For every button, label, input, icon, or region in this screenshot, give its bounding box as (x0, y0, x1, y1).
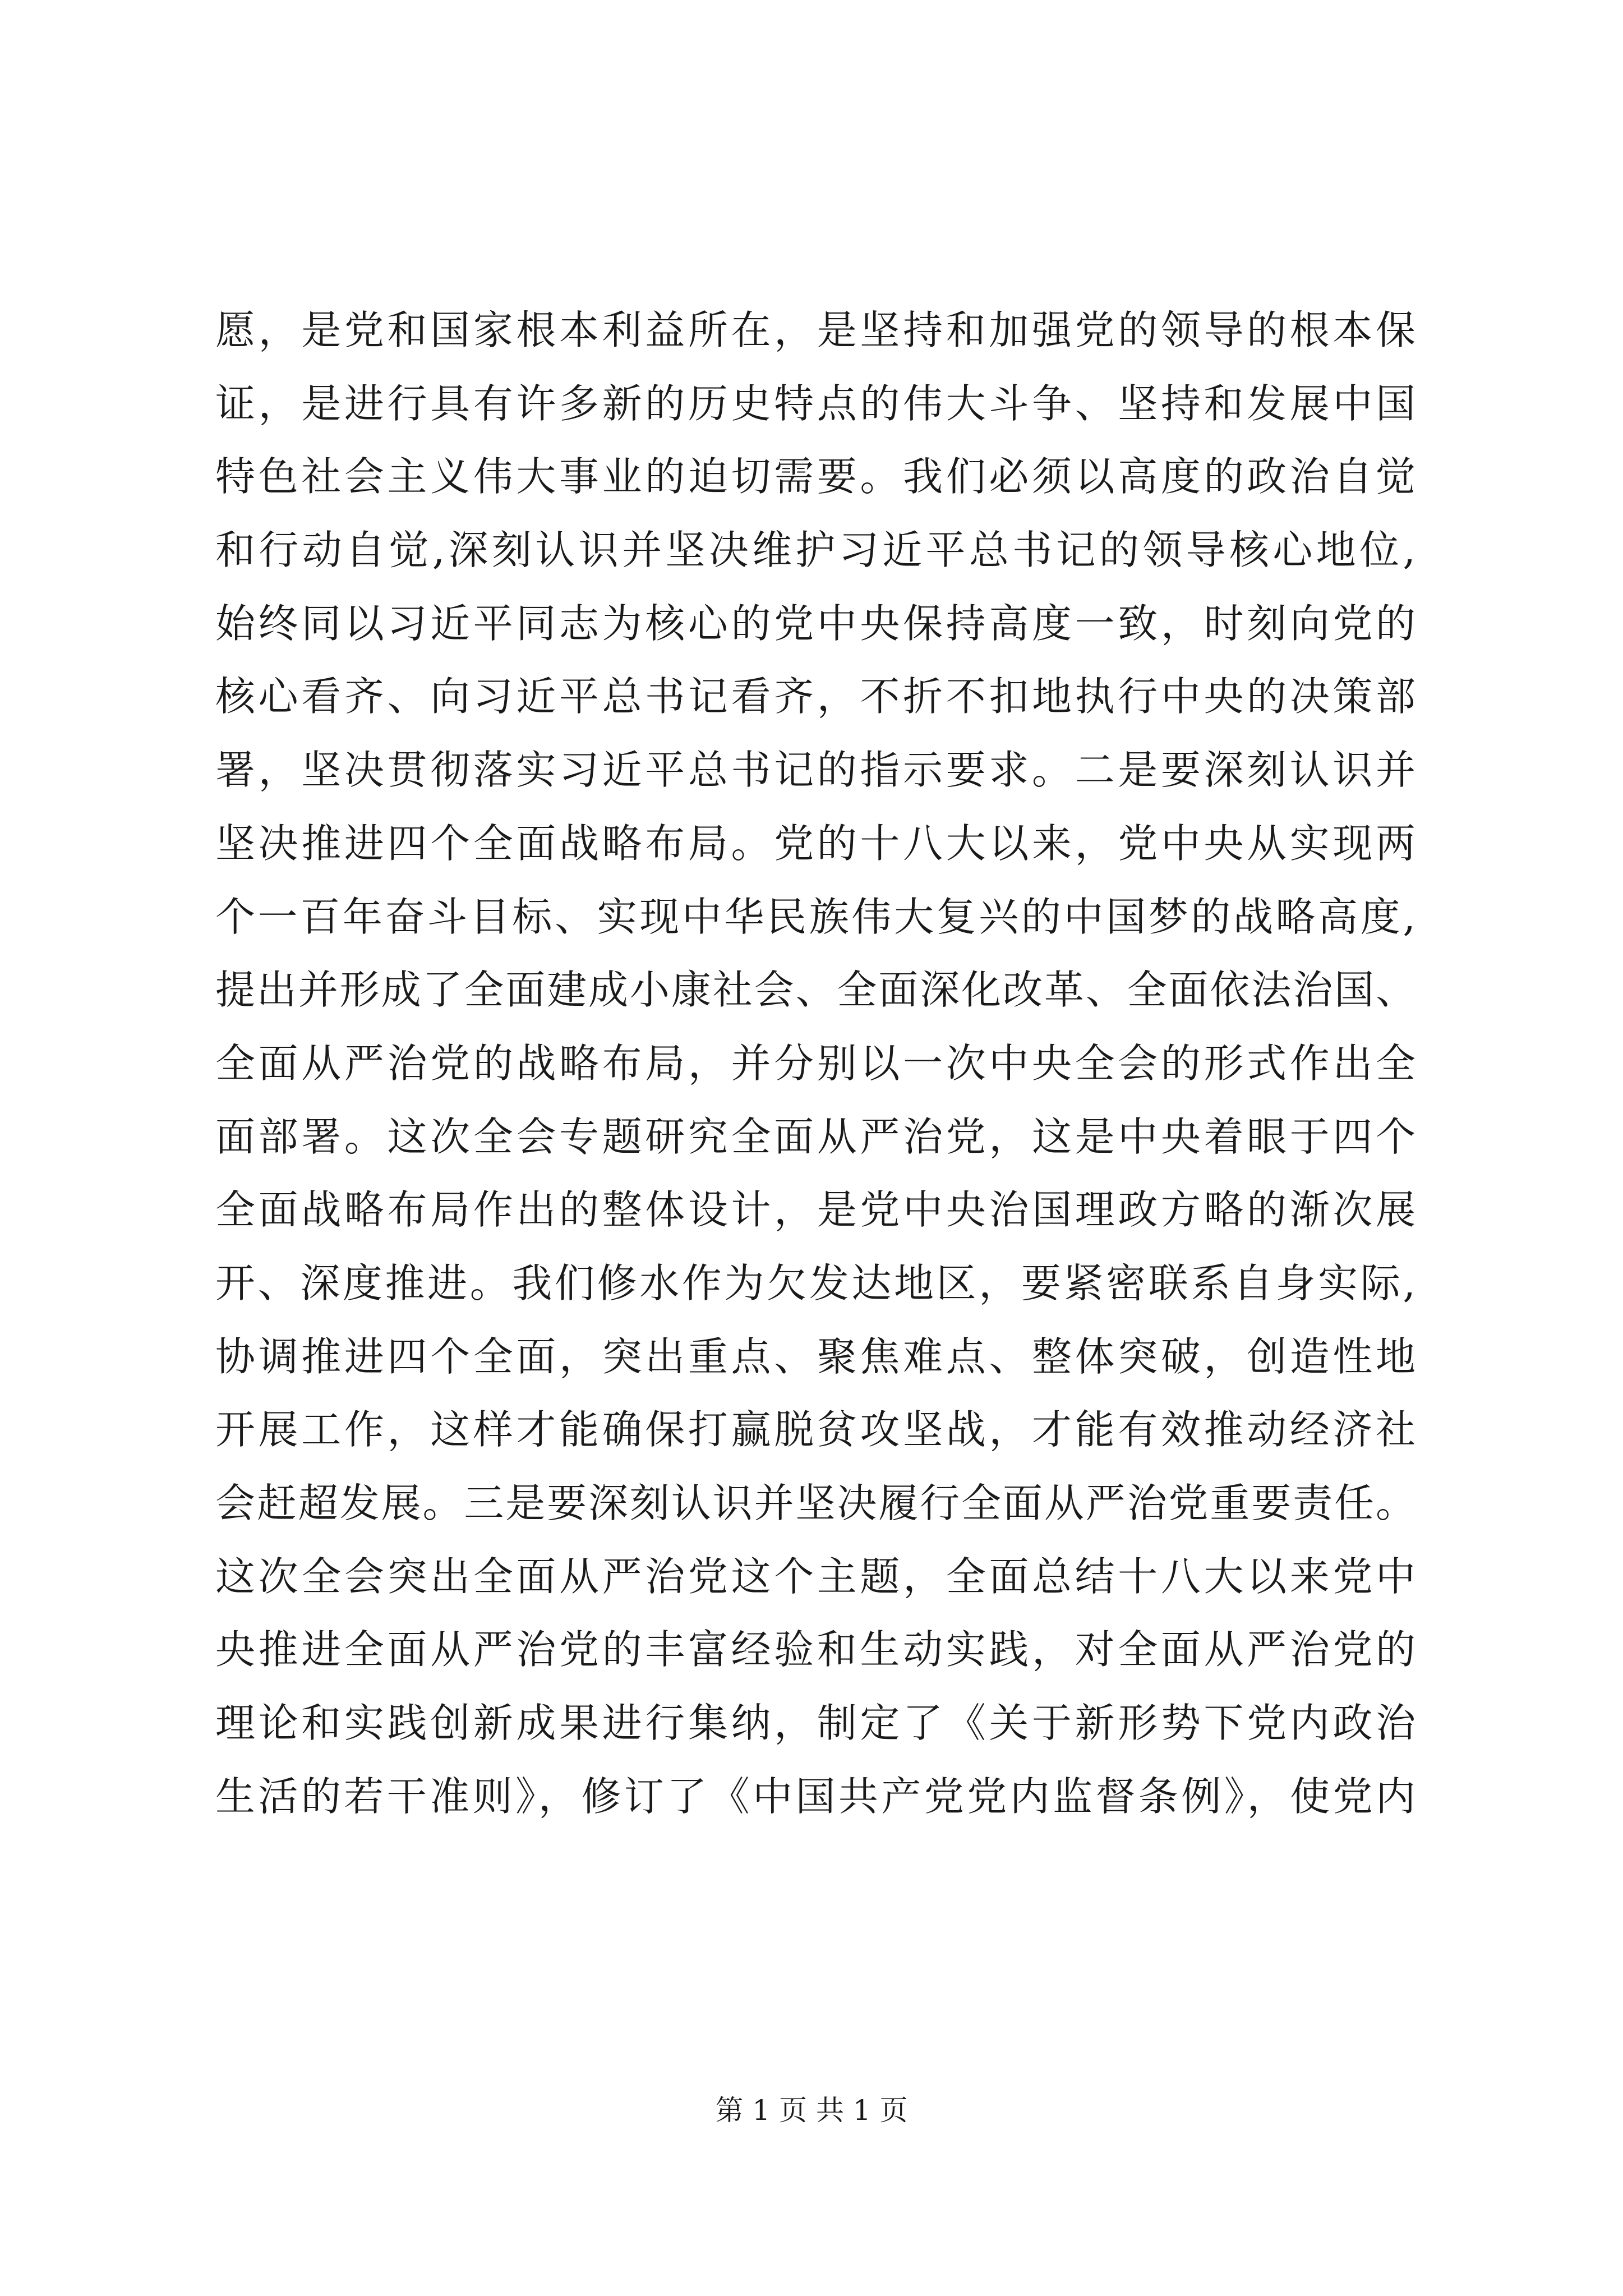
text-line: 个一百年奋斗目标、实现中华民族伟大复兴的中国梦的战略高度, (215, 893, 1415, 940)
text-line: 核心看齐、向习近平总书记看齐，不折不扣地执行中央的决策部 (215, 673, 1415, 720)
text-line: 生活的若干准则》，修订了《中国共产党党内监督条例》，使党内 (215, 1773, 1415, 1820)
text-line: 始终同以习近平同志为核心的党中央保持高度一致，时刻向党的 (215, 600, 1415, 647)
text-line: 会赶超发展。三是要深刻认识并坚决履行全面从严治党重要责任。 (215, 1480, 1415, 1526)
text-line: 这次全会突出全面从严治党这个主题，全面总结十八大以来党中 (215, 1553, 1415, 1600)
text-line: 全面从严治党的战略布局，并分别以一次中央全会的形式作出全 (215, 1039, 1415, 1087)
text-line: 和行动自觉,深刻认识并坚决维护习近平总书记的领导核心地位, (215, 527, 1415, 574)
text-line: 面部署。这次全会专题研究全面从严治党，这是中央着眼于四个 (215, 1113, 1415, 1160)
text-line: 证，是进行具有许多新的历史特点的伟大斗争、坚持和发展中国 (215, 380, 1415, 427)
text-line: 提出并形成了全面建成小康社会、全面深化改革、全面依法治国、 (215, 967, 1415, 1014)
text-line: 央推进全面从严治党的丰富经验和生动实践，对全面从严治党的 (215, 1626, 1415, 1673)
text-line: 坚决推进四个全面战略布局。党的十八大以来，党中央从实现两 (215, 820, 1415, 867)
text-line: 署，坚决贯彻落实习近平总书记的指示要求。二是要深刻认识并 (215, 747, 1415, 794)
text-line: 开、深度推进。我们修水作为欠发达地区，要紧密联系自身实际, (215, 1259, 1415, 1306)
body-text (215, 294, 1415, 1833)
text-line: 特色社会主义伟大事业的迫切需要。我们必须以高度的政治自觉 (215, 453, 1415, 500)
text-line: 协调推进四个全面，突出重点、聚焦难点、整体突破，创造性地 (215, 1333, 1415, 1380)
text-line: 全面战略布局作出的整体设计，是党中央治国理政方略的渐次展 (215, 1186, 1415, 1234)
text-line: 开展工作，这样才能确保打赢脱贫攻坚战，才能有效推动经济社 (215, 1406, 1415, 1453)
text-line: 理论和实践创新成果进行集纳，制定了《关于新形势下党内政治 (215, 1700, 1415, 1747)
page-number-footer: 第 1 页 共 1 页 (715, 2094, 908, 2127)
text-line: 愿，是党和国家根本利益所在，是坚持和加强党的领导的根本保 (215, 307, 1415, 353)
